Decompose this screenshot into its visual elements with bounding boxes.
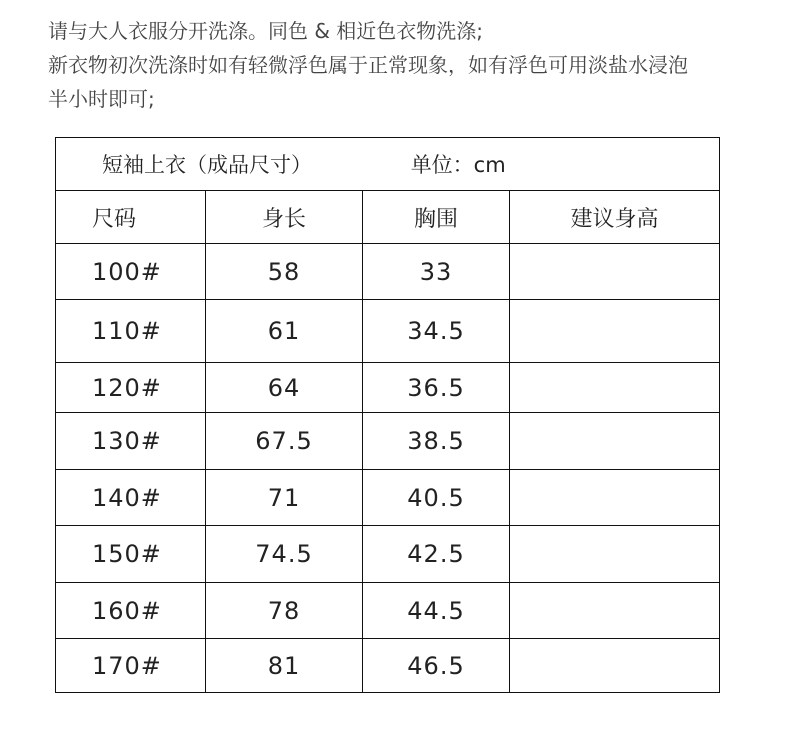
cell-chest: 40.5 <box>363 470 510 526</box>
table-row <box>56 639 720 693</box>
header-length: 身长 <box>206 191 363 244</box>
header-height: 建议身高 <box>510 191 720 244</box>
cell-chest: 42.5 <box>363 526 510 583</box>
table-title-cell <box>56 138 720 191</box>
cell-height <box>510 526 720 583</box>
table-row <box>56 583 720 639</box>
cell-size: 160# <box>56 583 206 639</box>
header-size: 尺码 <box>56 191 206 244</box>
cell-size: 150# <box>56 526 206 583</box>
cell-size: 110# <box>56 300 206 363</box>
cell-height <box>510 300 720 363</box>
cell-length: 74.5 <box>206 526 363 583</box>
cell-chest: 44.5 <box>363 583 510 639</box>
cell-height <box>510 413 720 470</box>
cell-length: 71 <box>206 470 363 526</box>
table-row <box>56 300 720 363</box>
cell-size: 170# <box>56 639 206 693</box>
cell-height <box>510 583 720 639</box>
cell-size: 130# <box>56 413 206 470</box>
care-note-line-3: 半小时即可; <box>48 87 155 111</box>
size-chart-table <box>55 137 720 693</box>
table-row <box>56 413 720 470</box>
table-unit: 单位：cm <box>410 153 506 177</box>
cell-height <box>510 639 720 693</box>
cell-length: 67.5 <box>206 413 363 470</box>
cell-chest: 38.5 <box>363 413 510 470</box>
cell-chest: 33 <box>363 244 510 300</box>
cell-length: 64 <box>206 363 363 413</box>
header-chest: 胸围 <box>363 191 510 244</box>
cell-length: 61 <box>206 300 363 363</box>
care-notes <box>48 14 768 116</box>
care-note-line-2: 新衣物初次洗涤时如有轻微浮色属于正常现象，如有浮色可用淡盐水浸泡 <box>48 53 688 77</box>
cell-size: 120# <box>56 363 206 413</box>
table-row <box>56 363 720 413</box>
cell-height <box>510 470 720 526</box>
cell-length: 58 <box>206 244 363 300</box>
cell-chest: 36.5 <box>363 363 510 413</box>
table-title: 短袖上衣（成品尺寸） <box>102 153 312 177</box>
table-row <box>56 526 720 583</box>
cell-chest: 46.5 <box>363 639 510 693</box>
cell-height <box>510 363 720 413</box>
cell-length: 81 <box>206 639 363 693</box>
table-header-row <box>56 191 720 244</box>
cell-height <box>510 244 720 300</box>
cell-size: 100# <box>56 244 206 300</box>
table-row <box>56 470 720 526</box>
cell-size: 140# <box>56 470 206 526</box>
table-row <box>56 244 720 300</box>
cell-length: 78 <box>206 583 363 639</box>
care-note-line-1: 请与大人衣服分开洗涤。同色 & 相近色衣物洗涤; <box>48 19 484 43</box>
table-title-row <box>56 138 720 191</box>
cell-chest: 34.5 <box>363 300 510 363</box>
